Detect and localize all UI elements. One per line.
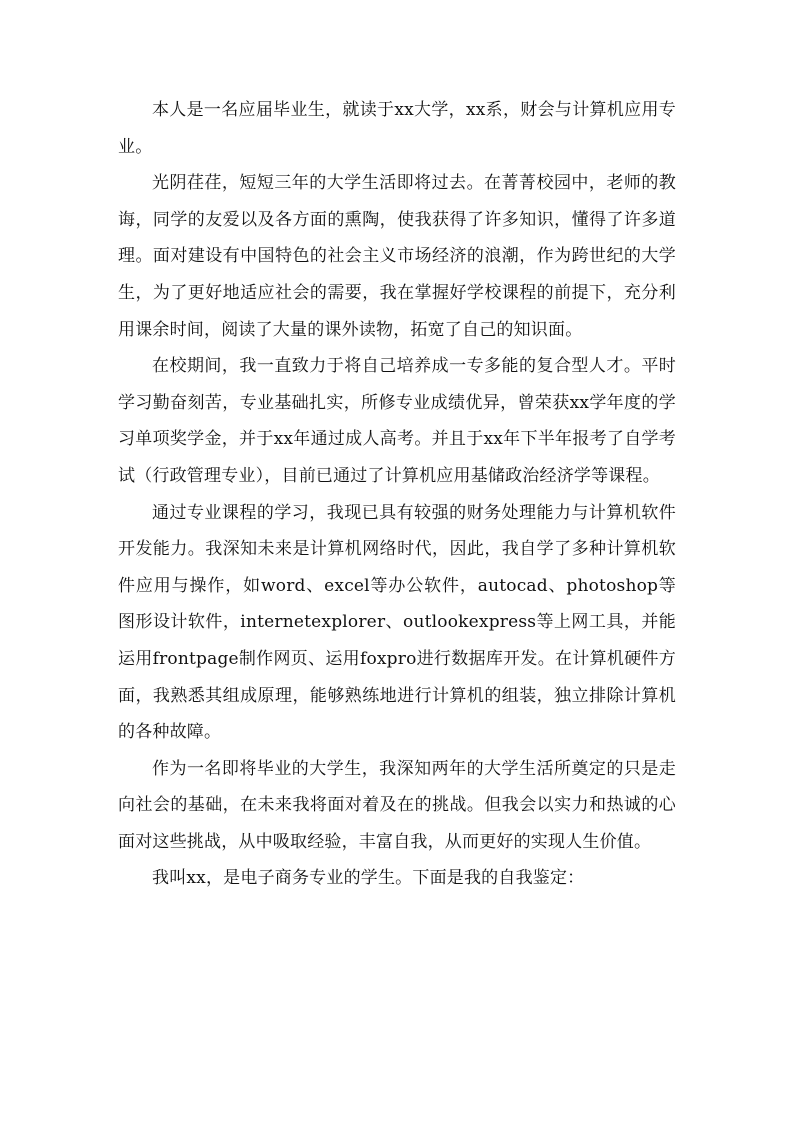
paragraph-computer-skills: 通过专业课程的学习，我现已具有较强的财务处理能力与计算机软件开发能力。我深知未来是计算机网络时代，因此，我自学了多种计算机软件应用与操作，如word、excel等办公软件，autocad、photoshop等图形设计软件，internetexplorer、outlookexpress等上网工具，并能运用frontpage制作网页、运用foxpro进行数据库开发。在计算机硬件方面，我熟悉其组成原理，能够熟练地进行计算机的组装，独立排除计算机的各种故障。: [118, 502, 676, 743]
paragraph-study: 在校期间，我一直致力于将自己培养成一专多能的复合型人才。平时学习勤奋刻苦，专业基础扎实，所修专业成绩优异，曾荣获xx学年度的学习单项奖学金，并于xx年通过成人高考。并且于xx年下半年报考了自学考试（行政管理专业），目前已通过了计算机应用基储政治经济学等课程。: [118, 356, 676, 486]
paragraph-intro: 本人是一名应届毕业生，就读于xx大学，xx系，财会与计算机应用专业。: [118, 100, 676, 157]
paragraph-college-life: 光阴荏荏，短短三年的大学生活即将过去。在菁菁校园中，老师的教诲，同学的友爱以及各方面的熏陶，使我获得了许多知识，懂得了许多道理。面对建设有中国特色的社会主义市场经济的浪潮，作为跨世纪的大学生，为了更好地适应社会的需要，我在掌握好学校课程的前提下，充分利用课余时间，阅读了大量的课外读物，拓宽了自己的知识面。: [118, 173, 676, 340]
paragraph-outlook: 作为一名即将毕业的大学生，我深知两年的大学生活所奠定的只是走向社会的基础，在未来我将面对着及在的挑战。但我会以实力和热诚的心面对这些挑战，从中吸取经验，丰富自我，从而更好的实现人生价值。: [118, 758, 676, 852]
paragraph-self-assessment: 我叫xx，是电子商务专业的学生。下面是我的自我鉴定：: [152, 868, 585, 889]
